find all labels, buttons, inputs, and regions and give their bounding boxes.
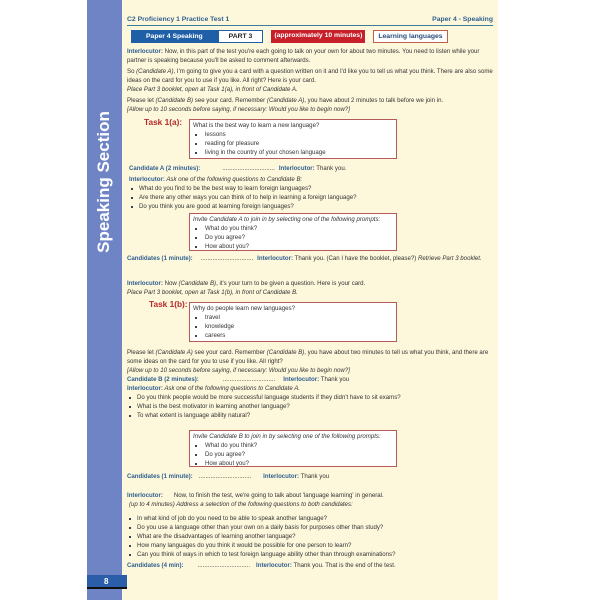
label: Interlocutor: (127, 492, 163, 499)
paper-label: Paper 4 Speaking (146, 33, 203, 40)
instruction: Ask one of the following questions to Candidate A. (162, 385, 300, 392)
label: Interlocutor: (256, 562, 292, 569)
task-a-card (189, 119, 397, 159)
text: Now, in this part of the test you're each going to talk on your own for about two minutes. You need to listen while your partner is speaking because you'll be asked to comment afterwards. (127, 48, 480, 64)
text: So (127, 68, 137, 75)
candidate-a-line (129, 164, 495, 173)
dots: ............................... (197, 562, 251, 569)
label: Interlocutor: (278, 165, 315, 172)
task-b-card (189, 302, 397, 342)
text: Thank you (299, 473, 330, 480)
label: Interlocutor: (257, 255, 294, 262)
text: , you have about 2 minutes to talk before we join in. (304, 97, 444, 104)
dots: ............................... (222, 376, 276, 383)
question: In what kind of job do you need to be able to speak another language? (127, 514, 493, 523)
text: Thank you. (314, 165, 347, 172)
text: Please let (127, 97, 156, 104)
instruction: Place Part 3 booklet, open at Task 1(b), in front of Candidate B. (127, 289, 298, 296)
label: Candidates (4 min): (127, 562, 184, 569)
label: Interlocutor: (283, 376, 320, 383)
task-b-label: Task 1(b): (149, 299, 188, 309)
text: (Candidate B) (266, 349, 305, 356)
paper-tab (131, 30, 263, 43)
text: (Candidate B) (178, 280, 217, 287)
instruction: [Allow up to 10 seconds before saying, if necessary: Would you like to begin now?] (127, 367, 350, 374)
idea: careers (193, 331, 393, 340)
time-badge: (approximately 10 minutes) (271, 30, 365, 43)
prompt: What do you think? (193, 441, 393, 450)
text: see your card. Remember (193, 97, 267, 104)
question: What is the best way to learn a new language? (193, 122, 320, 129)
dots: ............................... (198, 473, 252, 480)
label: Interlocutor: (127, 385, 163, 392)
header-right: Paper 4 - Speaking (432, 16, 493, 23)
instruction: Place Part 3 booklet, open at Task 1(a), in front of Candidate A. (127, 86, 298, 93)
text: Thank you (319, 376, 350, 383)
prompt: Do you agree? (193, 450, 393, 459)
header-left: C2 Proficiency 1 Practice Test 1 (127, 16, 230, 23)
invite-a-box (189, 213, 397, 251)
idea: living in the country of your chosen language (193, 148, 393, 157)
running-header (127, 15, 493, 26)
label: Candidates (1 minute): (127, 473, 193, 480)
question: Do you think you are good at learning foreign languages? (129, 202, 495, 211)
idea: knowledge (193, 322, 393, 331)
idea: reading for pleasure (193, 139, 393, 148)
invite-b-box (189, 430, 397, 467)
final-section (127, 491, 493, 570)
question: What is the best motivator in learning another language? (127, 402, 493, 411)
label: Interlocutor: (129, 176, 165, 183)
label: Candidate B (2 minutes): (127, 376, 199, 383)
question: Why do people learn new languages? (193, 305, 295, 312)
question: Are there any other ways you can think of to help in learning a foreign language? (129, 193, 495, 202)
text: , it's your turn to be given a question. Here is your card. (216, 280, 366, 287)
question: What do you find to be the best way to learn foreign languages? (129, 184, 495, 193)
label: Candidate A (2 minutes): (129, 165, 201, 172)
label: Candidates (1 minute): (127, 255, 193, 262)
intro (127, 47, 493, 114)
text: Please let (127, 349, 156, 356)
side-strip (87, 0, 122, 600)
text: (Candidate A) (155, 349, 193, 356)
question: Can you think of ways in which to test foreign language ability other than through examinations? (127, 550, 493, 559)
text: (Candidate A) (136, 68, 174, 75)
instruction: Invite Candidate A to join in by selecting one of the following prompts: (193, 216, 381, 223)
questions-b (129, 175, 495, 211)
question: What are the disadvantages of learning another language? (127, 532, 493, 541)
part-b-instructions (127, 348, 493, 420)
text: see your card. Remember (192, 349, 267, 356)
candidates-b-line (127, 472, 493, 481)
label: Interlocutor: (127, 48, 163, 55)
text: Thank you. That is the end of the test. (291, 562, 396, 569)
candidates-a-line (127, 254, 493, 263)
label: Interlocutor: (127, 280, 163, 287)
part-label: PART 3 (219, 31, 263, 42)
text: Now (162, 280, 179, 287)
prompt: How about you? (193, 459, 393, 468)
label: Interlocutor: (263, 473, 300, 480)
part-b-intro (127, 279, 493, 297)
dots: ............................... (222, 165, 275, 172)
section-title: Speaking Section (94, 111, 113, 253)
text: , you have about two minutes to tell us what you think, and there are some ideas on the card for you to use if you like. All right? (127, 349, 489, 365)
text: , I'm going to give you a card with a question written on it and I'd like you to tell us what you think. There are also some ideas on the card for you to use if you like. All right? Here is your card. (127, 68, 493, 84)
idea: travel (193, 313, 393, 322)
idea: lessons (193, 130, 393, 139)
part-tabs (131, 30, 497, 43)
question: Do you think people would be more successful language students if they didn't have to sit exams? (127, 393, 493, 402)
prompt: What do you think? (193, 224, 393, 233)
text: Thank you. (Can I have the booklet, please?) (293, 255, 418, 262)
text: (Candidate A) (266, 97, 305, 104)
instruction: (up to 4 minutes) Address a selection of the following questions to both candidates: (129, 501, 353, 508)
instruction: Invite Candidate B to join in by selecting one of the following prompts: (193, 433, 381, 440)
question: Do you use a language other than your own on a daily basis for purposes other than study? (127, 523, 493, 532)
question: How many languages do you think it would be possible for one person to learn? (127, 541, 493, 550)
task-a-label: Task 1(a): (144, 117, 183, 127)
question: To what extent is language ability natural? (127, 411, 493, 420)
instruction: Ask one of the following questions to Candidate B: (164, 176, 303, 183)
prompt: How about you? (193, 242, 393, 251)
instruction: [Allow up to 10 seconds before saying, if necessary: Would you like to begin now?] (127, 106, 350, 113)
instruction: Retrieve Part 3 booklet. (417, 255, 482, 262)
topic-badge: Learning languages (373, 30, 447, 43)
dots: ............................... (200, 255, 254, 262)
text: (Candidate B) (155, 97, 194, 104)
text: Now, to finish the test, we're going to talk about 'language learning' in general. (173, 492, 384, 499)
page-number: 8 (87, 575, 127, 589)
prompt: Do you agree? (193, 233, 393, 242)
